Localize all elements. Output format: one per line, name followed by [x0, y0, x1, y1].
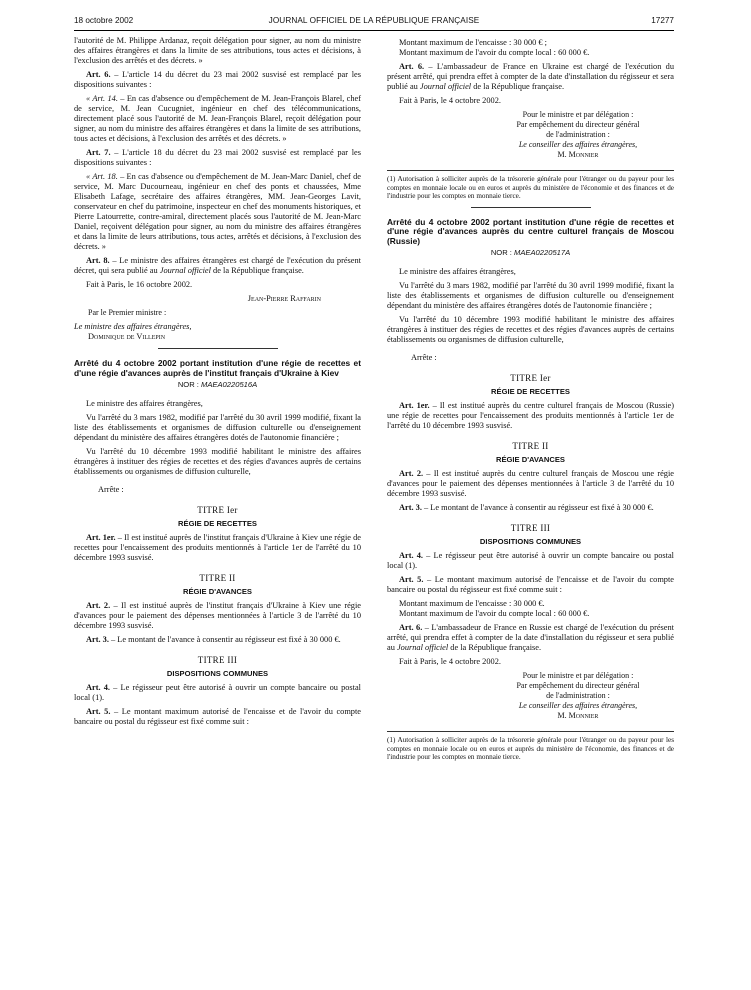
fait-a-paris: Fait à Paris, le 16 octobre 2002.: [86, 280, 193, 289]
article-5: Art. 5. – Le montant maximum autorisé de l'encaisse et de l'avoir du compte bancaire ou postal du régisseur est fixé comme suit :: [387, 575, 675, 595]
montant-avoir: Montant maximum de l'avoir du compte local : 60 000 €.: [399, 48, 590, 57]
titre-subheading: RÉGIE D'AVANCES: [182, 587, 253, 596]
titre-heading: TITRE III: [197, 655, 238, 665]
montant-encaisse: Montant maximum de l'encaisse : 30 000 €.: [399, 599, 545, 609]
visa: Vu l'arrêté du 3 mars 1982, modifié par l'arrêté du 30 avril 1999 modifié, fixant la liste des établissements et organismes de diffusion culturelle ou d'enseignement dépendant du ministère des affaires étrangères dotés de l'autonomie financière ;: [387, 281, 674, 311]
article-3: Art. 3. – Le montant de l'avance à consentir au régisseur est fixé à 30 000 €.: [399, 503, 654, 513]
montant-encaisse: Montant maximum de l'encaisse : 30 000 € ;: [399, 38, 547, 47]
titre-subheading: DISPOSITIONS COMMUNES: [479, 537, 582, 547]
article-6: Art. 6. – L'article 14 du décret du 23 mai 2002 susvisé est remplacé par les dispositions suivantes :: [74, 70, 362, 89]
article-4: Art. 4. – Le régisseur peut être autorisé à ouvrir un compte bancaire ou postal local (1).: [387, 551, 675, 571]
titre-heading: TITRE II: [512, 441, 549, 452]
titre-heading: TITRE III: [510, 523, 551, 534]
article-6: Art. 6. – L'ambassadeur de France en Ukraine est chargé de l'exécution du présent arrêté, qui prendra effet à compter de la date d'installation du régisseur et sera publié au Journal officiel de la République française.: [387, 62, 675, 91]
page-header: [74, 14, 674, 30]
footnote: (1) Autorisation à solliciter auprès de la trésorerie générale pour l'étranger ou du payeur pour les comptes en monnaie locale ou en euros et auprès du ministère de l'économie et des finances et de l'industrie pour les comptes en monnaie tierce.: [387, 170, 674, 201]
signature-block: Pour le ministre et par délégation : Par empêchement du directeur général de l'administration : Le conseiller des affaires étrangères, M. Monnier: [516, 110, 640, 159]
journal-title: JOURNAL OFFICIEL DE LA RÉPUBLIQUE FRANÇAISE: [268, 16, 480, 25]
header-rule: [74, 30, 674, 31]
paragraph: l'autorité de M. Philippe Ardanaz, reçoit délégation pour signer, au nom du ministre des affaires étrangères et dans la limite de ses attributions, tous actes et décisions, à l'exclusion des arrêtés et des décrets. »: [74, 36, 361, 65]
article-14-text: « Art. 14. – En cas d'absence ou d'empêchement de M. Jean-François Blarel, chef de service, M. Jean Cucugniet, ingénieur en chef des télécommunications, directement placé sous l'autorité de M. Jean-François Blarel, reçoit délégation pour signer, au nom du ministre des affaires étrangères et dans la limite de ses attributions, tous actes et décisions, à l'exclusion des arrêtés et des décrets. »: [74, 94, 361, 143]
fait-a-paris: Fait à Paris, le 4 octobre 2002.: [399, 96, 501, 105]
arrete: Arrête :: [411, 353, 437, 363]
article-8: Art. 8. – Le ministre des affaires étrangères est chargé de l'exécution du présent décret, qui sera publié au Journal officiel de la République française.: [74, 256, 361, 275]
fait-a-paris: Fait à Paris, le 4 octobre 2002.: [399, 657, 501, 667]
decree-title-kiev: Arrêté du 4 octobre 2002 portant institution d'une régie de recettes et d'une régie d'avances auprès de l'institut français d'Ukraine à Kiev: [74, 358, 361, 378]
visa: Vu l'arrêté du 10 décembre 1993 modifié habilitant le ministre des affaires étrangères à instituer des régies de recettes et des régies d'avances auprès de certains établissements ou organismes de diffusion culturelle,: [74, 447, 361, 476]
separator: [471, 207, 591, 208]
article-4: Art. 4. – Le régisseur peut être autorisé à ouvrir un compte bancaire ou postal local (1).: [74, 683, 362, 702]
article-2: Art. 2. – Il est institué auprès du centre culturel français de Moscou une régie d'avances pour le paiement des dépenses mentionnées à l'article 3 de l'arrêté du 10 décembre 1993 susvisé.: [387, 469, 674, 499]
signatory: Jean-Pierre Raffarin: [247, 294, 321, 303]
article-18-text: « Art. 18. – En cas d'absence ou d'empêchement de M. Jean-Marc Daniel, chef de service, M. Marc Ducourneau, ingénieur en chef des ponts et chaussées, Mme Elisabeth Lafage, secrétaire des affaires étrangères, MM. Jean-Georges Lavit, conservateur en chef du patrimoine, inspecteur en chef des monuments historiques, et Pierre Latourrette, contre-amiral, directement placés sous l'autorité de M. Jean-Marc Daniel, reçoivent délégation pour signer, au nom du ministre des affaires étrangères et dans la limite de leurs attributions, tous actes, arrêtés et décisions, à l'exclusion des décrets. »: [74, 172, 362, 251]
article-7: Art. 7. – L'article 18 du décret du 23 mai 2002 susvisé est remplacé par les dispositions suivantes :: [74, 148, 362, 167]
article-3: Art. 3. – Le montant de l'avance à consentir au régisseur est fixé à 30 000 €.: [86, 635, 341, 644]
signature-block: Pour le ministre et par délégation : Par empêchement du directeur général de l'administration : Le conseiller des affaires étrangères, M. Monnier: [516, 671, 640, 721]
ministre-title: Le ministre des affaires étrangères,: [74, 322, 192, 331]
titre-heading: TITRE Ier: [197, 505, 238, 515]
montant-avoir: Montant maximum de l'avoir du compte local : 60 000 €.: [399, 609, 590, 619]
nor-reference: NOR : MAEA0220516A: [177, 380, 258, 389]
arrete: Arrête :: [98, 485, 124, 494]
left-column: [74, 36, 361, 731]
footnote: (1) Autorisation à solliciter auprès de la trésorerie générale pour l'étranger ou du payeur pour les comptes en monnaie locale ou en euros et auprès du ministère de l'économie, des finances et de l'industrie pour les comptes en monnaie tierce.: [387, 731, 674, 762]
visa: Le ministre des affaires étrangères,: [86, 399, 203, 408]
right-column: [387, 38, 674, 766]
article-6: Art. 6. – L'ambassadeur de France en Russie est chargé de l'exécution du présent arrêté, qui prendra effet à compter de la date d'installation du régisseur et sera publié au Journal officiel de la République française.: [387, 623, 674, 653]
article-1: Art. 1er. – Il est institué auprès de l'institut français d'Ukraine à Kiev une régie de recettes pour l'encaissement des produits mentionnés à l'article 1er de l'arrêté du 10 décembre 1993 susvisé.: [74, 533, 362, 562]
visa: Vu l'arrêté du 10 décembre 1993 modifié habilitant le ministre des affaires étrangères à instituer des régies de recettes et des régies d'avances auprès de certains établissements ou organismes de diffusion culturelle,: [387, 315, 674, 345]
nor-reference: NOR : MAEA0220517A: [490, 248, 571, 258]
titre-subheading: DISPOSITIONS COMMUNES: [166, 669, 269, 678]
visa: Vu l'arrêté du 3 mars 1982, modifié par l'arrêté du 30 avril 1999 modifié, fixant la liste des établissements et organismes de diffusion culturelle ou d'enseignement dépendant du ministère des affaires étrangères dotés de l'autonomie financière ;: [74, 413, 361, 442]
decree-title-moscou: Arrêté du 4 octobre 2002 portant institution d'une régie de recettes et d'une régie d'avances auprès du centre culturel français de Moscou (Russie): [387, 216, 674, 246]
article-5: Art. 5. – Le montant maximum autorisé de l'encaisse et de l'avoir du compte bancaire ou postal du régisseur est fixé comme suit :: [74, 707, 362, 726]
ministre-name: Dominique de Villepin: [88, 332, 166, 341]
titre-heading: TITRE II: [199, 573, 236, 583]
visa: Le ministre des affaires étrangères,: [399, 267, 516, 277]
header-date: 18 octobre 2002: [74, 16, 134, 25]
titre-heading: TITRE Ier: [510, 373, 551, 384]
separator: [158, 348, 278, 349]
titre-subheading: RÉGIE D'AVANCES: [495, 455, 566, 465]
page-number: 17277: [651, 16, 674, 25]
par-premier-ministre: Par le Premier ministre :: [88, 308, 167, 317]
article-1: Art. 1er. – Il est institué auprès du centre culturel français de Moscou (Russie) une régie de recettes pour l'encaissement des produits mentionnés à l'article 1er de l'arrêté du 10 décembre 1993 susvisé.: [387, 401, 675, 431]
titre-subheading: RÉGIE DE RECETTES: [178, 519, 257, 528]
article-2: Art. 2. – Il est institué auprès de l'institut français d'Ukraine à Kiev une régie d'avances pour le paiement des dépenses mentionnées à l'article 3 de l'arrêté du 10 décembre 1993 susvisé.: [74, 601, 361, 630]
titre-subheading: RÉGIE DE RECETTES: [491, 387, 570, 397]
